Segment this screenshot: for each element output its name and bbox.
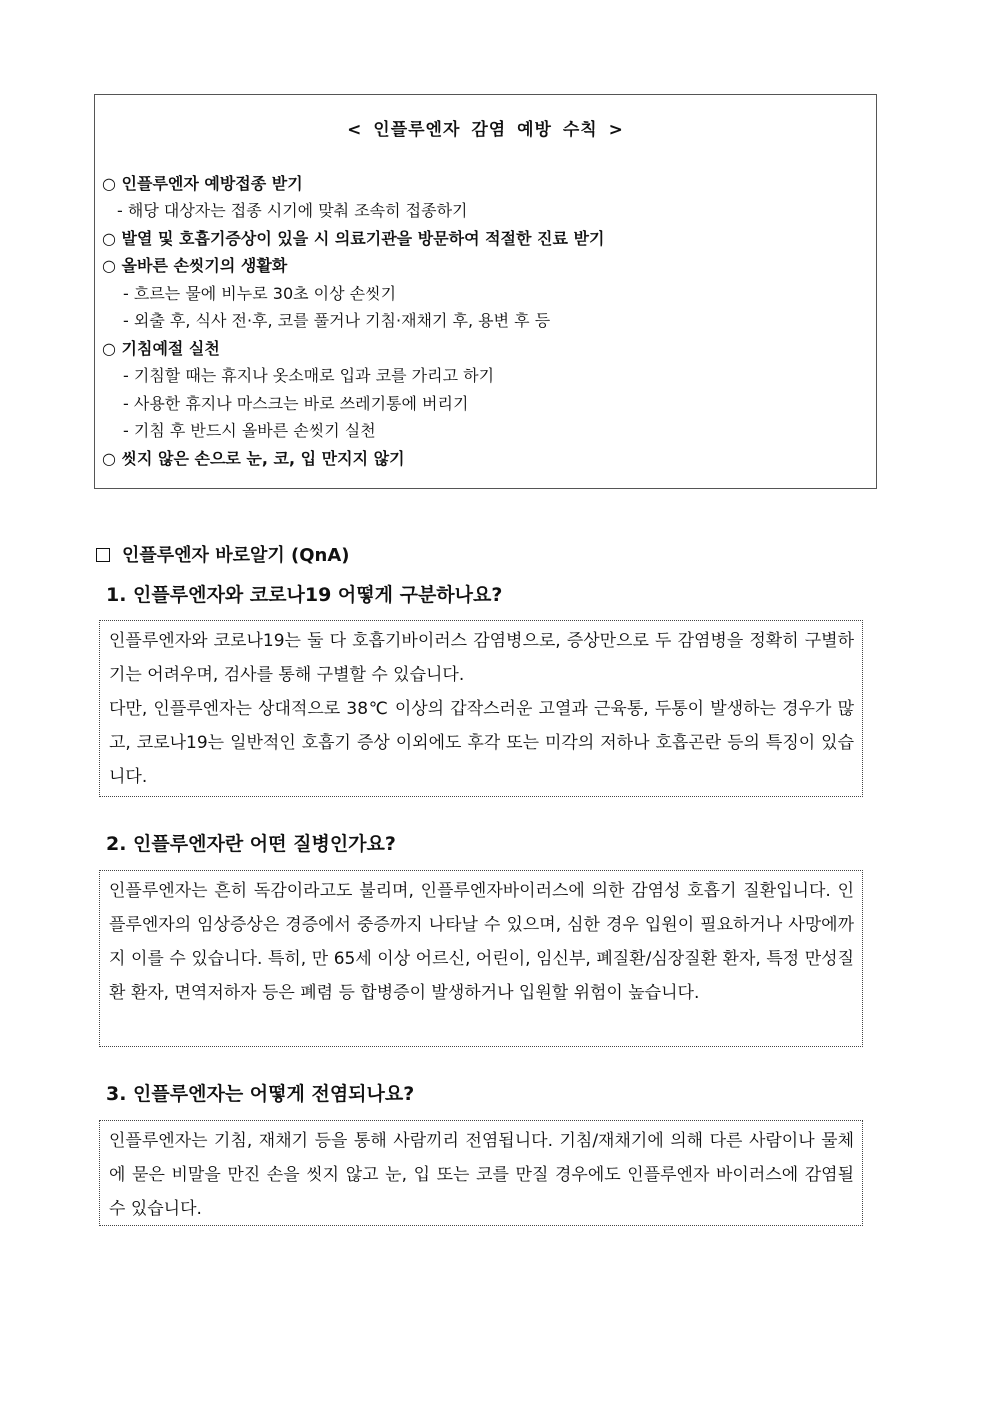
- rule-subitem: - 기침할 때는 휴지나 옷소매로 입과 코를 가리고 하기: [123, 366, 495, 385]
- answer-paragraph: 다만, 인플루엔자는 상대적으로 38℃ 이상의 갑작스러운 고열과 근육통, 두통이 발생하는 경우가 많고, 코로나19는 일반적인 호흡기 증상 이외에도 후각 또는 미각의 저하나 호흡곤란 등의 특징이 있습니다.: [109, 699, 854, 787]
- rules-box-title: < 인플루엔자 감염 예방 수칙 >: [347, 120, 624, 140]
- qna-section-heading: [96, 541, 350, 567]
- answer-box: [99, 620, 863, 797]
- qna-heading-text: 인플루엔자 바로알기 (QnA): [122, 545, 350, 566]
- rule-subitem: - 기침 후 반드시 올바른 손씻기 실천: [123, 421, 376, 440]
- rule-item-cough-etiquette: ○ 기침예절 실천: [102, 339, 220, 358]
- rule-item-handwashing: ○ 올바른 손씻기의 생활화: [102, 256, 288, 275]
- question-title: 2. 인플루엔자란 어떤 질병인가요?: [106, 833, 396, 855]
- question-title: 1. 인플루엔자와 코로나19 어떻게 구분하나요?: [106, 584, 503, 606]
- checkbox-square-icon: [96, 548, 110, 562]
- answer-paragraph: 인플루엔자는 기침, 재채기 등을 통해 사람끼리 전염됩니다. 기침/재채기에 의해 다른 사람이나 물체에 묻은 비말을 만진 손을 씻지 않고 눈, 입 또는 코를 만질 경우에도 인플루엔자 바이러스에 감염될 수 있습니다.: [109, 1131, 854, 1219]
- rule-subitem: - 해당 대상자는 접종 시기에 맞춰 조속히 접종하기: [117, 201, 468, 220]
- answer-box: [99, 870, 863, 1047]
- rule-item-face-touch: ○ 씻지 않은 손으로 눈, 코, 입 만지지 않기: [102, 449, 405, 468]
- answer-box: [99, 1120, 863, 1226]
- rule-subitem: - 사용한 휴지나 마스크는 바로 쓰레기통에 버리기: [123, 394, 469, 413]
- rule-subitem: - 흐르는 물에 비누로 30초 이상 손씻기: [123, 284, 397, 303]
- answer-paragraph: 인플루엔자는 흔히 독감이라고도 불리며, 인플루엔자바이러스에 의한 감염성 호흡기 질환입니다. 인플루엔자의 임상증상은 경증에서 중증까지 나타날 수 있으며, 심한 경우 입원이 필요하거나 사망에까지 이를 수 있습니다. 특히, 만 65세 이상 어르신, 어린이, 임신부, 폐질환/심장질환 환자, 특정 만성질환 환자, 면역저하자 등은 폐렴 등 합병증이 발생하거나 입원할 위험이 높습니다.: [109, 881, 854, 1003]
- rule-item-vaccination: ○ 인플루엔자 예방접종 받기: [102, 174, 303, 193]
- rule-item-medical-visit: ○ 발열 및 호흡기증상이 있을 시 의료기관을 방문하여 적절한 진료 받기: [102, 229, 605, 248]
- answer-paragraph: 인플루엔자와 코로나19는 둘 다 호흡기바이러스 감염병으로, 증상만으로 두 감염병을 정확히 구별하기는 어려우며, 검사를 통해 구별할 수 있습니다.: [109, 631, 854, 685]
- prevention-rules-box: [94, 94, 877, 489]
- rule-subitem: - 외출 후, 식사 전·후, 코를 풀거나 기침·재채기 후, 용변 후 등: [123, 311, 551, 330]
- question-title: 3. 인플루엔자는 어떻게 전염되나요?: [106, 1083, 415, 1105]
